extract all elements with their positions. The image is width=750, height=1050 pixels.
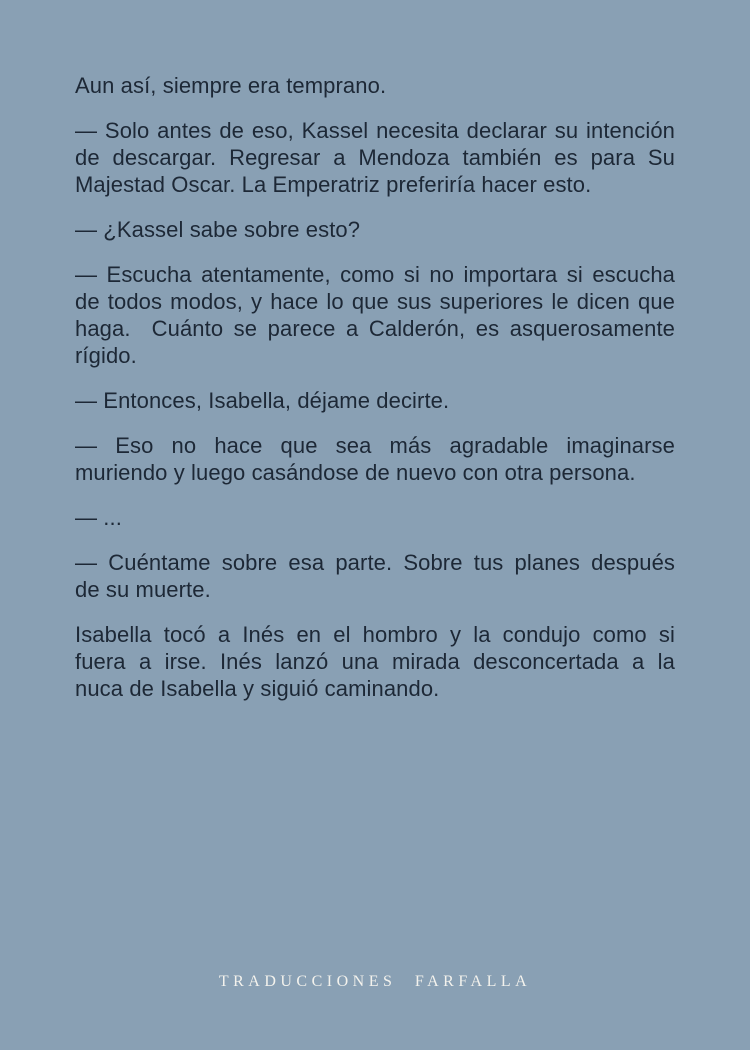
paragraph bbox=[75, 72, 675, 99]
text-line: — ¿Kassel sabe sobre esto? bbox=[75, 217, 361, 242]
translator-name: TRADUCCIONES FARFALLA bbox=[218, 973, 532, 990]
paragraph bbox=[75, 387, 675, 414]
paragraph bbox=[75, 504, 675, 531]
paragraph bbox=[75, 261, 675, 369]
text-line: — Cuéntame sobre esa parte. Sobre tus planes después bbox=[75, 550, 675, 575]
text-line: Isabella tocó a Inés en el hombro y la condujo como si bbox=[75, 622, 675, 647]
text-line: Aun así, siempre era temprano. bbox=[75, 73, 387, 98]
translator-watermark bbox=[0, 972, 750, 992]
text-line: nuca de Isabella y siguió caminando. bbox=[75, 676, 440, 701]
text-line: — Solo antes de eso, Kassel necesita declarar su intención bbox=[75, 118, 675, 143]
text-line: haga. Cuánto se parece a Calderón, es asquerosamente bbox=[75, 316, 675, 341]
paragraph bbox=[75, 432, 675, 486]
text-line: Majestad Oscar. La Emperatriz preferiría hacer esto. bbox=[75, 172, 592, 197]
text-line: de su muerte. bbox=[75, 577, 211, 602]
paragraph bbox=[75, 117, 675, 198]
text-line: rígido. bbox=[75, 343, 137, 368]
text-line: — ... bbox=[75, 505, 122, 530]
text-line: de descargar. Regresar a Mendoza también es para Su bbox=[75, 145, 675, 170]
text-line: fuera a irse. Inés lanzó una mirada desconcertada a la bbox=[75, 649, 675, 674]
text-line: — Eso no hace que sea más agradable imaginarse bbox=[75, 433, 675, 458]
text-line: de todos modos, y hace lo que sus superiores le dicen que bbox=[75, 289, 675, 314]
paragraph bbox=[75, 621, 675, 702]
text-line: — Escucha atentamente, como si no importara si escucha bbox=[75, 262, 675, 287]
text-line: muriendo y luego casándose de nuevo con otra persona. bbox=[75, 460, 636, 485]
paragraph bbox=[75, 216, 675, 243]
text-line: — Entonces, Isabella, déjame decirte. bbox=[75, 388, 450, 413]
paragraph bbox=[75, 549, 675, 603]
